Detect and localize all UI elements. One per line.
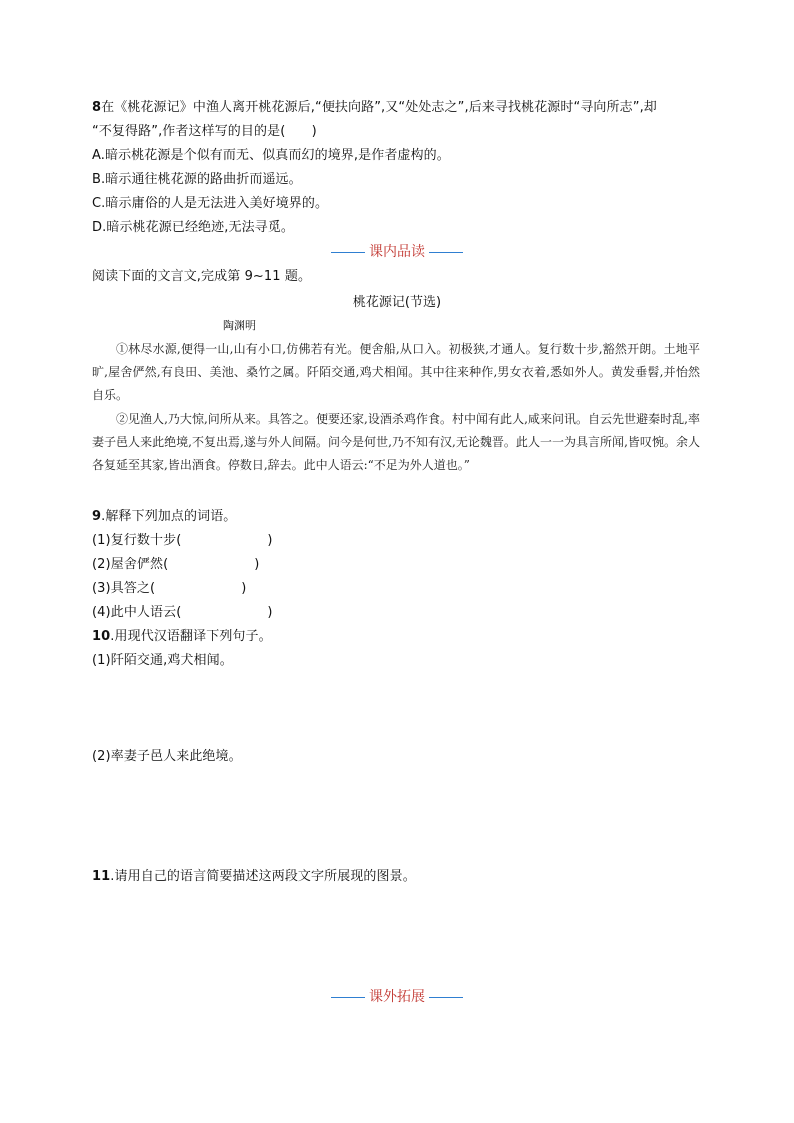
q8-option-a: A.暗示桃花源是个似有而无、似真而幻的境界,是作者虚构的。 <box>92 148 450 163</box>
q9-item-close: ) <box>267 605 273 620</box>
passage-author: 陶渊明 <box>223 319 256 332</box>
q9-item-label: (2)屋舍俨然( <box>92 557 169 572</box>
answer-blank[interactable] <box>155 591 241 592</box>
q8-option-c: C.暗示庸俗的人是无法进入美好境界的。 <box>92 196 329 211</box>
q8-option-b: B.暗示通往桃花源的路曲折而遥远。 <box>92 172 302 187</box>
q9-item-close: ) <box>267 533 273 548</box>
answer-blank[interactable] <box>168 567 254 568</box>
q9-item <box>92 604 273 622</box>
section-title: 课内品读 <box>369 244 425 260</box>
reading-instruction: 阅读下面的文言文,完成第 9~11 题。 <box>92 269 312 284</box>
q9-stem-line <box>92 508 236 526</box>
answer-blank[interactable] <box>181 615 267 616</box>
q9-item-close: ) <box>241 581 247 596</box>
q8-number: 8 <box>92 100 102 115</box>
q11-stem: .请用自己的语言简要描述这两段文字所展现的图景。 <box>110 869 416 884</box>
q9-item-close: ) <box>254 557 260 572</box>
q9-item <box>92 580 246 598</box>
q11-stem-line <box>92 868 416 886</box>
q9-item <box>92 556 259 574</box>
q8-line1 <box>92 99 657 117</box>
q10-stem-line <box>92 628 272 646</box>
q10-item-2: (2)率妻子邑人来此绝境。 <box>92 749 242 764</box>
q11-number: 11 <box>92 869 111 884</box>
q9-number: 9 <box>92 509 102 524</box>
q9-item-label: (4)此中人语云( <box>92 605 182 620</box>
divider <box>429 252 463 253</box>
answer-blank[interactable] <box>181 543 267 544</box>
divider <box>331 997 365 998</box>
passage-paragraph-2: ②见渔人,乃大惊,问所从来。具答之。便要还家,设酒杀鸡作食。村中闻有此人,咸来问讯。自云先世避秦时乱,率妻子邑人来此绝境,不复出焉,遂与外人间隔。问今是何世,乃不知有汉,无论魏晋。此人一一为具言所闻,皆叹惋。余人各复延至其家,皆出酒食。停数日,辞去。此中人语云:“不足为外人道也。” <box>92 412 700 472</box>
q8-stem: 在《桃花源记》中渔人离开桃花源后,“便扶向路”,又“处处志之”,后来寻找桃花源时“寻向所志”,却 <box>101 100 657 115</box>
q9-stem: .解释下列加点的词语。 <box>101 509 237 524</box>
q9-item-label: (3)具答之( <box>92 581 156 596</box>
divider <box>429 997 463 998</box>
q9-item <box>92 532 273 550</box>
q10-number: 10 <box>92 629 111 644</box>
passage-paragraph-1: ①林尽水源,便得一山,山有小口,仿佛若有光。便舍船,从口入。初极狭,才通人。复行数十步,豁然开朗。土地平旷,屋舍俨然,有良田、美池、桑竹之属。阡陌交通,鸡犬相闻。其中往来种作,男女衣着,悉如外人。黄发垂髫,并怡然自乐。 <box>92 342 700 402</box>
section-title: 课外拓展 <box>369 989 425 1005</box>
q8-line2: “不复得路”,作者这样写的目的是( ) <box>92 124 317 139</box>
passage-title: 桃花源记(节选) <box>352 295 442 310</box>
q10-item-1: (1)阡陌交通,鸡犬相闻。 <box>92 653 233 668</box>
divider <box>331 252 365 253</box>
q8-option-d: D.暗示桃花源已经绝迹,无法寻觅。 <box>92 220 294 235</box>
section-heading-in-class <box>0 243 794 261</box>
q10-stem: .用现代汉语翻译下列句子。 <box>110 629 272 644</box>
q9-item-label: (1)复行数十步( <box>92 533 182 548</box>
section-heading-extension <box>0 988 794 1006</box>
